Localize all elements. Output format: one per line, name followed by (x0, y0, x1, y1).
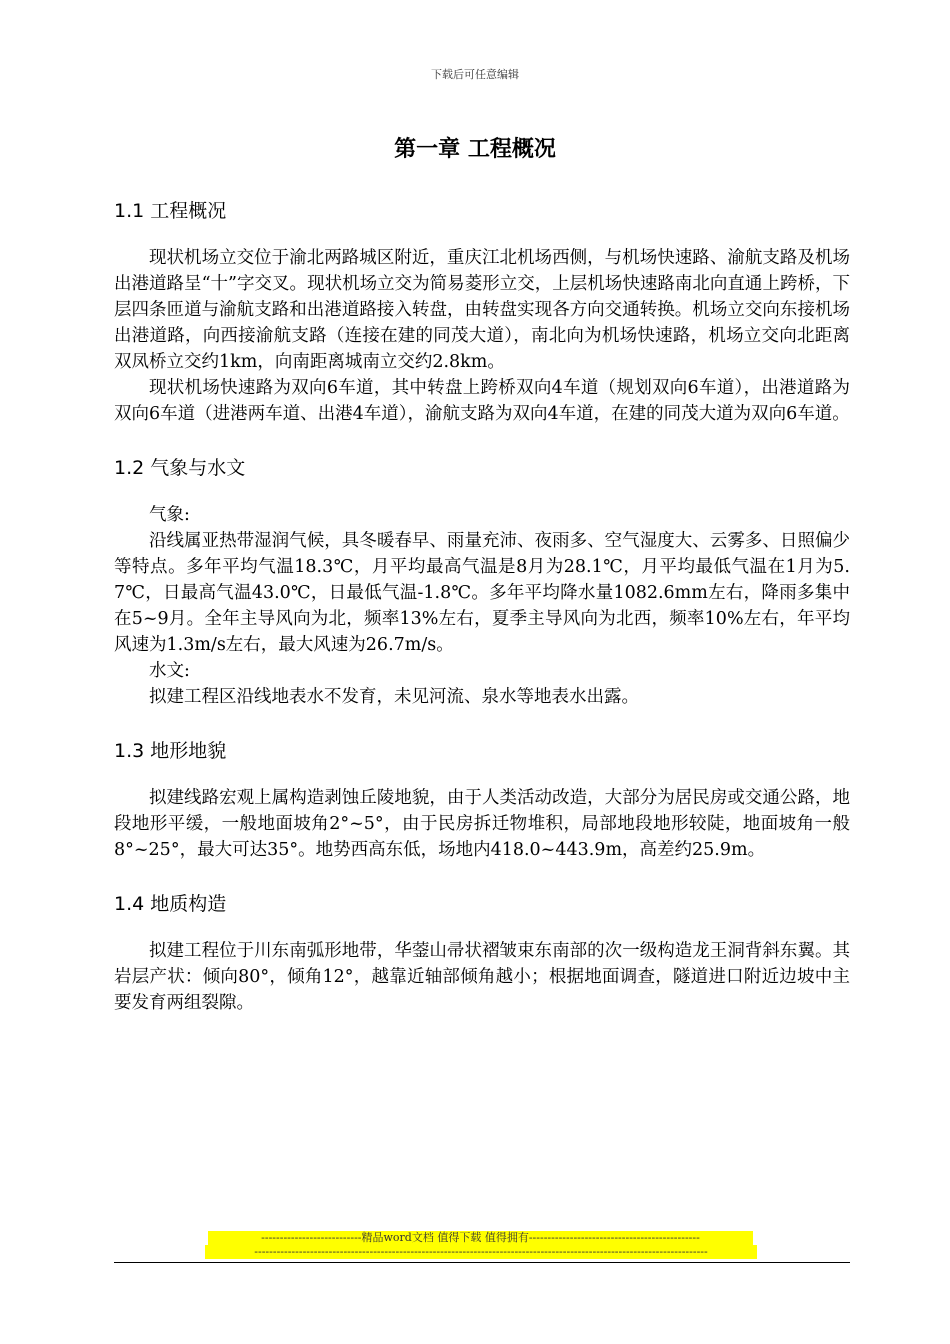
section-title-1-4: 1.4 地质构造 (114, 893, 227, 915)
document-body (114, 196, 850, 1016)
page-header: 下载后可任意编辑 (431, 68, 519, 81)
paragraph: 现状机场快速路为双向6车道，其中转盘上跨桥双向4车道（规划双向6车道），出港道路为双向6车道（进港两车道、出港4车道），渝航支路为双向4车道，在建的同茂大道为双向6车道。 (114, 378, 850, 424)
bottom-rule (114, 1262, 850, 1263)
footer-dash-line: -------------------------------------------------------------------------------------------------------------------------- (205, 1245, 757, 1259)
section-title-1-2: 1.2 气象与水文 (114, 457, 246, 479)
hydrology-label: 水文: (149, 661, 190, 681)
section-title-1-1: 1.1 工程概况 (114, 200, 227, 222)
paragraph: 拟建工程位于川东南弧形地带，华蓥山帚状褶皱束东南部的次一级构造龙王洞背斜东翼。其岩层产状：倾向80°，倾角12°，越靠近轴部倾角越小；根据地面调查，隧道进口附近边坡中主要发育两组裂隙。 (114, 941, 850, 1013)
section-title-1-3: 1.3 地形地貌 (114, 740, 227, 762)
page-footer (205, 1231, 757, 1259)
footer-banner: ---------------------------精品word文档 值得下载 值得拥有---------------------------------------------- (208, 1231, 753, 1245)
paragraph: 沿线属亚热带湿润气候，具冬暖春早、雨量充沛、夜雨多、空气湿度大、云雾多、日照偏少等特点。多年平均气温18.3℃，月平均最高气温是8月为28.1℃，月平均最低气温在1月为5.7℃，日最高气温43.0℃，日最低气温-1.8℃。多年平均降水量1082.6mm左右，降雨多集中在5~9月。全年主导风向为北，频率13%左右，夏季主导风向为北西，频率10%左右，年平均风速为1.3m/s左右，最大风速为26.7m/s。 (114, 531, 850, 655)
chapter-title: 第一章 工程概况 (394, 137, 556, 162)
paragraph: 拟建工程区沿线地表水不发育，未见河流、泉水等地表水出露。 (149, 687, 639, 707)
paragraph: 现状机场立交位于渝北两路城区附近，重庆江北机场西侧，与机场快速路、渝航支路及机场出港道路呈“十”字交叉。现状机场立交为简易菱形立交，上层机场快速路南北向直通上跨桥，下层四条匝道与渝航支路和出港道路接入转盘，由转盘实现各方向交通转换。机场立交向东接机场出港道路，向西接渝航支路（连接在建的同茂大道），南北向为机场快速路，机场立交向北距离双凤桥立交约1km，向南距离城南立交约2.8km。 (114, 248, 850, 372)
meteorology-label: 气象: (149, 505, 190, 525)
paragraph: 拟建线路宏观上属构造剥蚀丘陵地貌，由于人类活动改造，大部分为居民房或交通公路，地段地形平缓，一般地面坡角2°~5°，由于民房拆迁物堆积，局部地段地形较陡，地面坡角一般8°~25°，最大可达35°。地势西高东低，场地内418.0~443.9m，高差约25.9m。 (114, 788, 850, 860)
